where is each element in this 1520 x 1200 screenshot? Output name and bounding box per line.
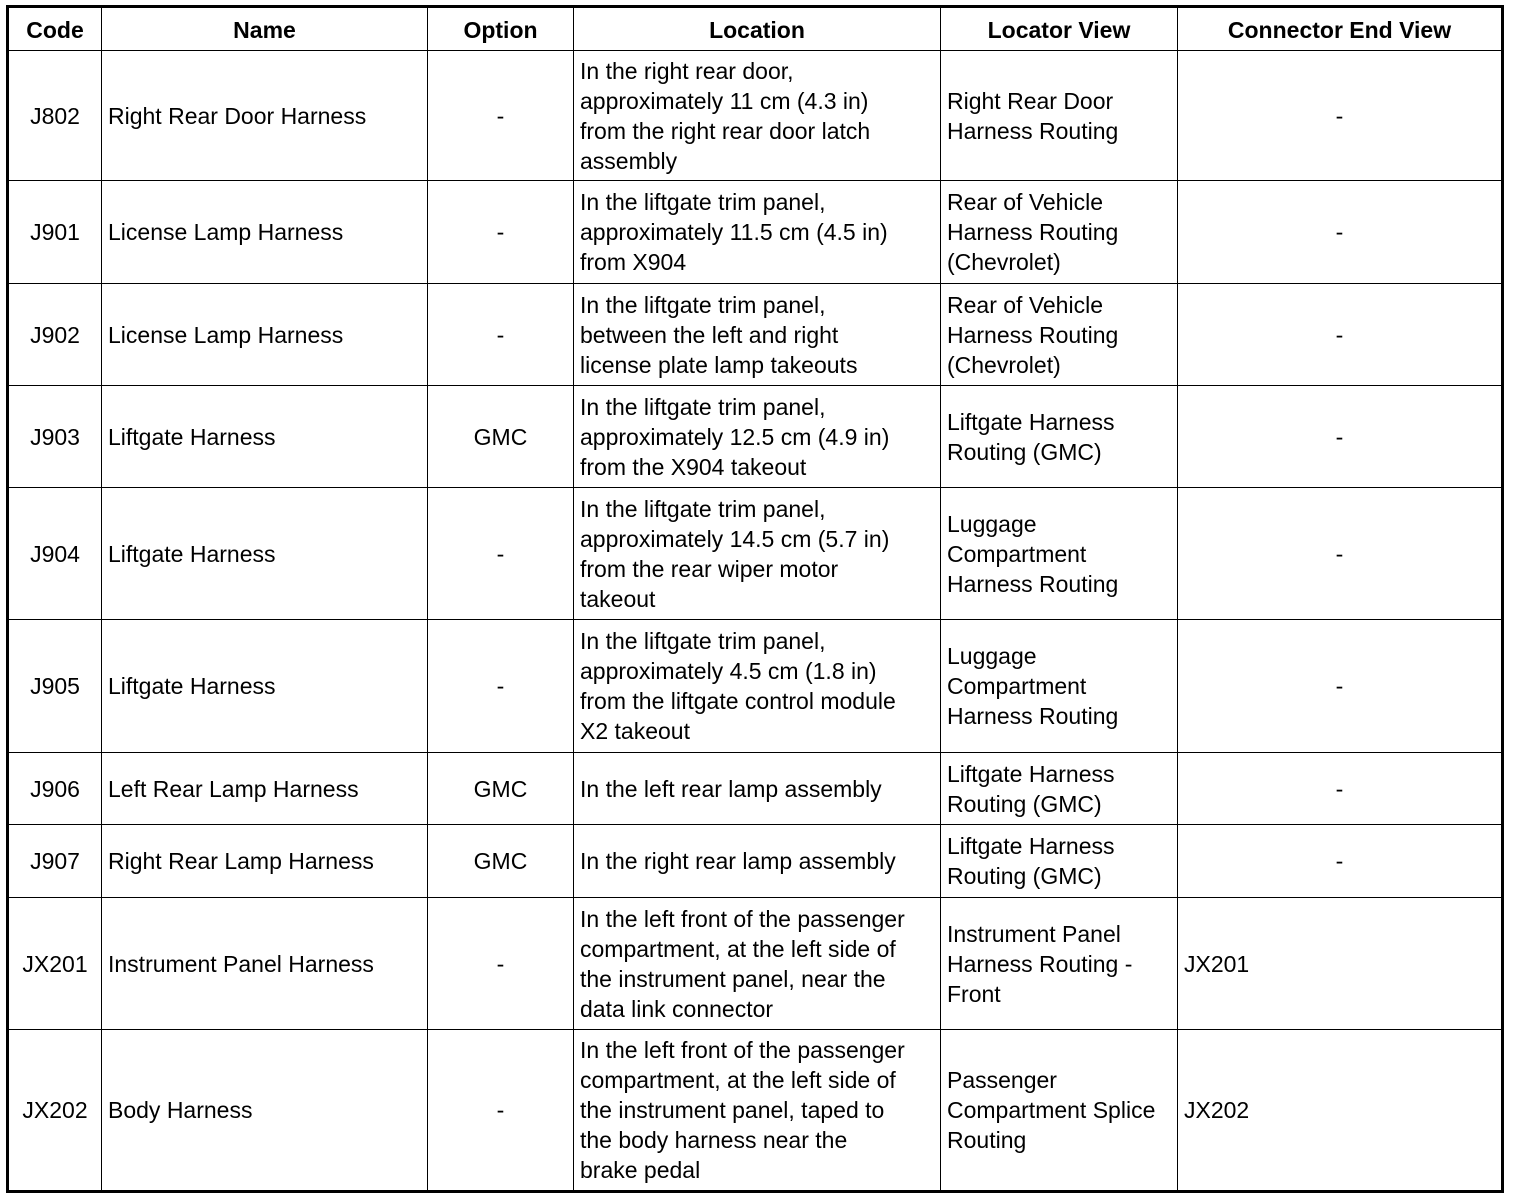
cell-name: Liftgate Harness — [102, 488, 428, 620]
cell-locator-view: Instrument Panel Harness Routing - Front — [941, 898, 1178, 1030]
header-name: Name — [102, 7, 428, 51]
header-locator-view: Locator View — [941, 7, 1178, 51]
cell-location: In the liftgate trim panel, approximately 11.5 cm (4.5 in) from X904 — [574, 181, 941, 284]
cell-location: In the liftgate trim panel, approximately 14.5 cm (5.7 in) from the rear wiper motor takeout — [574, 488, 941, 620]
cell-option: - — [428, 51, 574, 181]
cell-connector-end-view: - — [1178, 181, 1503, 284]
cell-option: - — [428, 620, 574, 753]
cell-locator-view: Liftgate Harness Routing (GMC) — [941, 386, 1178, 488]
table-row — [8, 51, 1503, 181]
cell-option: - — [428, 1030, 574, 1192]
cell-locator-view: Liftgate Harness Routing (GMC) — [941, 753, 1178, 825]
cell-code: J902 — [8, 284, 102, 386]
header-location: Location — [574, 7, 941, 51]
cell-location: In the liftgate trim panel, between the left and right license plate lamp takeouts — [574, 284, 941, 386]
cell-location: In the liftgate trim panel, approximately 12.5 cm (4.9 in) from the X904 takeout — [574, 386, 941, 488]
cell-option: - — [428, 284, 574, 386]
cell-code: J907 — [8, 825, 102, 898]
cell-name: Right Rear Lamp Harness — [102, 825, 428, 898]
table-row — [8, 753, 1503, 825]
table-row — [8, 1030, 1503, 1192]
cell-location: In the left front of the passenger compartment, at the left side of the instrument panel, near the data link connector — [574, 898, 941, 1030]
cell-location: In the right rear lamp assembly — [574, 825, 941, 898]
cell-code: JX202 — [8, 1030, 102, 1192]
cell-connector-end-view: - — [1178, 825, 1503, 898]
header-code: Code — [8, 7, 102, 51]
cell-option: GMC — [428, 386, 574, 488]
cell-name: License Lamp Harness — [102, 284, 428, 386]
cell-option: GMC — [428, 825, 574, 898]
cell-location: In the left front of the passenger compartment, at the left side of the instrument panel, taped to the body harness near the brake pedal — [574, 1030, 941, 1192]
cell-option: - — [428, 181, 574, 284]
cell-name: Body Harness — [102, 1030, 428, 1192]
cell-name: Liftgate Harness — [102, 620, 428, 753]
table-row — [8, 825, 1503, 898]
cell-code: JX201 — [8, 898, 102, 1030]
cell-location: In the right rear door, approximately 11 cm (4.3 in) from the right rear door latch assembly — [574, 51, 941, 181]
cell-code: J903 — [8, 386, 102, 488]
table-row — [8, 181, 1503, 284]
cell-connector-end-view: - — [1178, 620, 1503, 753]
cell-connector-end-view: - — [1178, 386, 1503, 488]
cell-connector-end-view: JX202 — [1178, 1030, 1503, 1192]
header-row — [8, 7, 1503, 51]
table-row — [8, 898, 1503, 1030]
cell-connector-end-view: - — [1178, 51, 1503, 181]
cell-name: Left Rear Lamp Harness — [102, 753, 428, 825]
table-row — [8, 386, 1503, 488]
table-row — [8, 620, 1503, 753]
table-row — [8, 488, 1503, 620]
cell-connector-end-view: - — [1178, 753, 1503, 825]
connector-table-container — [6, 5, 1504, 1193]
cell-option: - — [428, 898, 574, 1030]
cell-connector-end-view: - — [1178, 488, 1503, 620]
cell-name: License Lamp Harness — [102, 181, 428, 284]
header-option: Option — [428, 7, 574, 51]
cell-name: Instrument Panel Harness — [102, 898, 428, 1030]
cell-code: J802 — [8, 51, 102, 181]
header-connector-end-view: Connector End View — [1178, 7, 1503, 51]
cell-code: J904 — [8, 488, 102, 620]
cell-location: In the left rear lamp assembly — [574, 753, 941, 825]
cell-locator-view: Passenger Compartment Splice Routing — [941, 1030, 1178, 1192]
cell-connector-end-view: JX201 — [1178, 898, 1503, 1030]
cell-locator-view: Luggage Compartment Harness Routing — [941, 620, 1178, 753]
table-row — [8, 284, 1503, 386]
cell-option: - — [428, 488, 574, 620]
cell-locator-view: Liftgate Harness Routing (GMC) — [941, 825, 1178, 898]
cell-locator-view: Right Rear Door Harness Routing — [941, 51, 1178, 181]
connector-table — [6, 5, 1504, 1193]
cell-location: In the liftgate trim panel, approximately 4.5 cm (1.8 in) from the liftgate control module X2 takeout — [574, 620, 941, 753]
cell-connector-end-view: - — [1178, 284, 1503, 386]
cell-locator-view: Luggage Compartment Harness Routing — [941, 488, 1178, 620]
cell-locator-view: Rear of Vehicle Harness Routing (Chevrolet) — [941, 181, 1178, 284]
cell-code: J906 — [8, 753, 102, 825]
cell-name: Liftgate Harness — [102, 386, 428, 488]
cell-locator-view: Rear of Vehicle Harness Routing (Chevrolet) — [941, 284, 1178, 386]
cell-name: Right Rear Door Harness — [102, 51, 428, 181]
cell-option: GMC — [428, 753, 574, 825]
cell-code: J905 — [8, 620, 102, 753]
cell-code: J901 — [8, 181, 102, 284]
